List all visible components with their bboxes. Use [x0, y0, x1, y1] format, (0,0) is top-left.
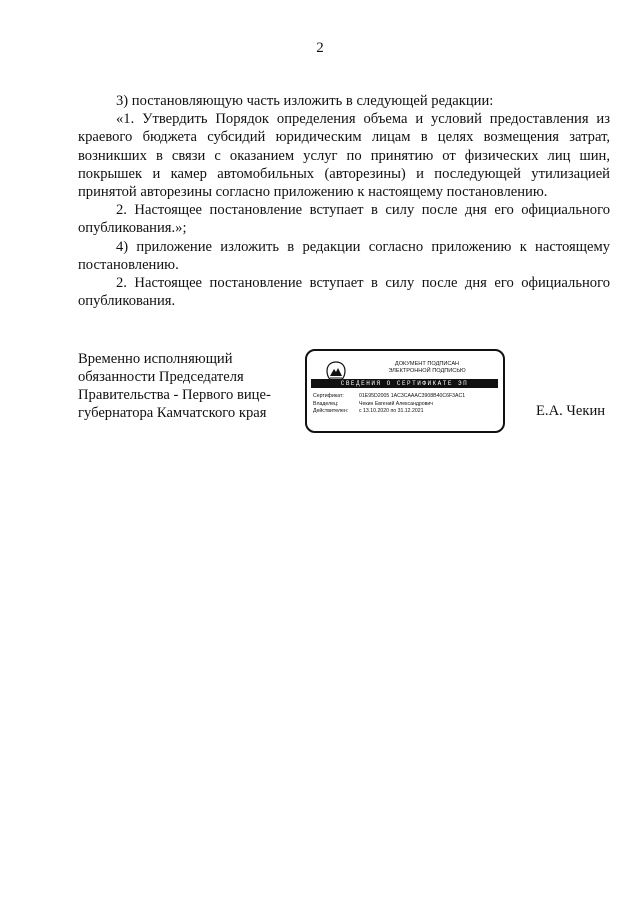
paragraph: 4) приложение изложить в редакции согласно приложению к настоящему постановлению.	[78, 238, 610, 273]
stamp-label: Сертификат:	[313, 393, 344, 399]
stamp-details	[313, 393, 501, 416]
signer-position-line: Правительства - Первого вице-	[78, 387, 271, 403]
document-body	[78, 92, 610, 310]
signer-position-line: Временно исполняющий	[78, 351, 233, 367]
stamp-row-owner	[313, 401, 501, 409]
signer-position-line: губернатора Камчатского края	[78, 405, 267, 421]
page-number: 2	[316, 40, 324, 56]
stamp-value: Чекин Евгений Александрович	[359, 400, 433, 407]
signer-name: Е.А. Чекин	[536, 403, 606, 419]
stamp-value: 01E95D2005 1AC3CAAAC3908B40C6F3AC1	[359, 393, 466, 399]
paragraph: 2. Настоящее постановление вступает в силу после дня его официального опубликования.	[78, 275, 610, 310]
paragraph: 3) постановляющую часть изложить в следующей редакции:	[116, 93, 494, 109]
stamp-heading-line: ЭЛЕКТРОННОЙ ПОДПИСЬЮ	[388, 368, 466, 374]
stamp-heading-line: ДОКУМЕНТ ПОДПИСАН	[394, 361, 460, 367]
signer-position-line: обязанности Председателя	[78, 369, 244, 385]
stamp-row-validity	[313, 408, 501, 416]
paragraph: 2. Настоящее постановление вступает в силу после дня его официального опубликования.»;	[78, 202, 610, 237]
stamp-value: с 13.10.2020 по 31.12.2021	[359, 408, 424, 414]
electronic-signature-stamp	[305, 349, 505, 433]
stamp-label: Владелец:	[313, 400, 339, 407]
stamp-certificate-bar: СВЕДЕНИЯ О СЕРТИФИКАТЕ ЭП	[311, 379, 498, 388]
paragraph: «1. Утвердить Порядок определения объема и условий предоставления из краевого бюджета субсидий юридическим лицам в целях возмещения затрат, возникших в связи с оказанием услуг по принятию от физических лиц шин, покрышек и камер автомобильных (авторезины) и последующей утилизацией принятой авторезины согласно приложению к настоящему постановлению.	[78, 111, 610, 201]
signer-position	[78, 350, 293, 422]
stamp-heading	[357, 361, 497, 375]
stamp-row-certificate	[313, 393, 501, 401]
stamp-label: Действителен:	[313, 408, 349, 414]
